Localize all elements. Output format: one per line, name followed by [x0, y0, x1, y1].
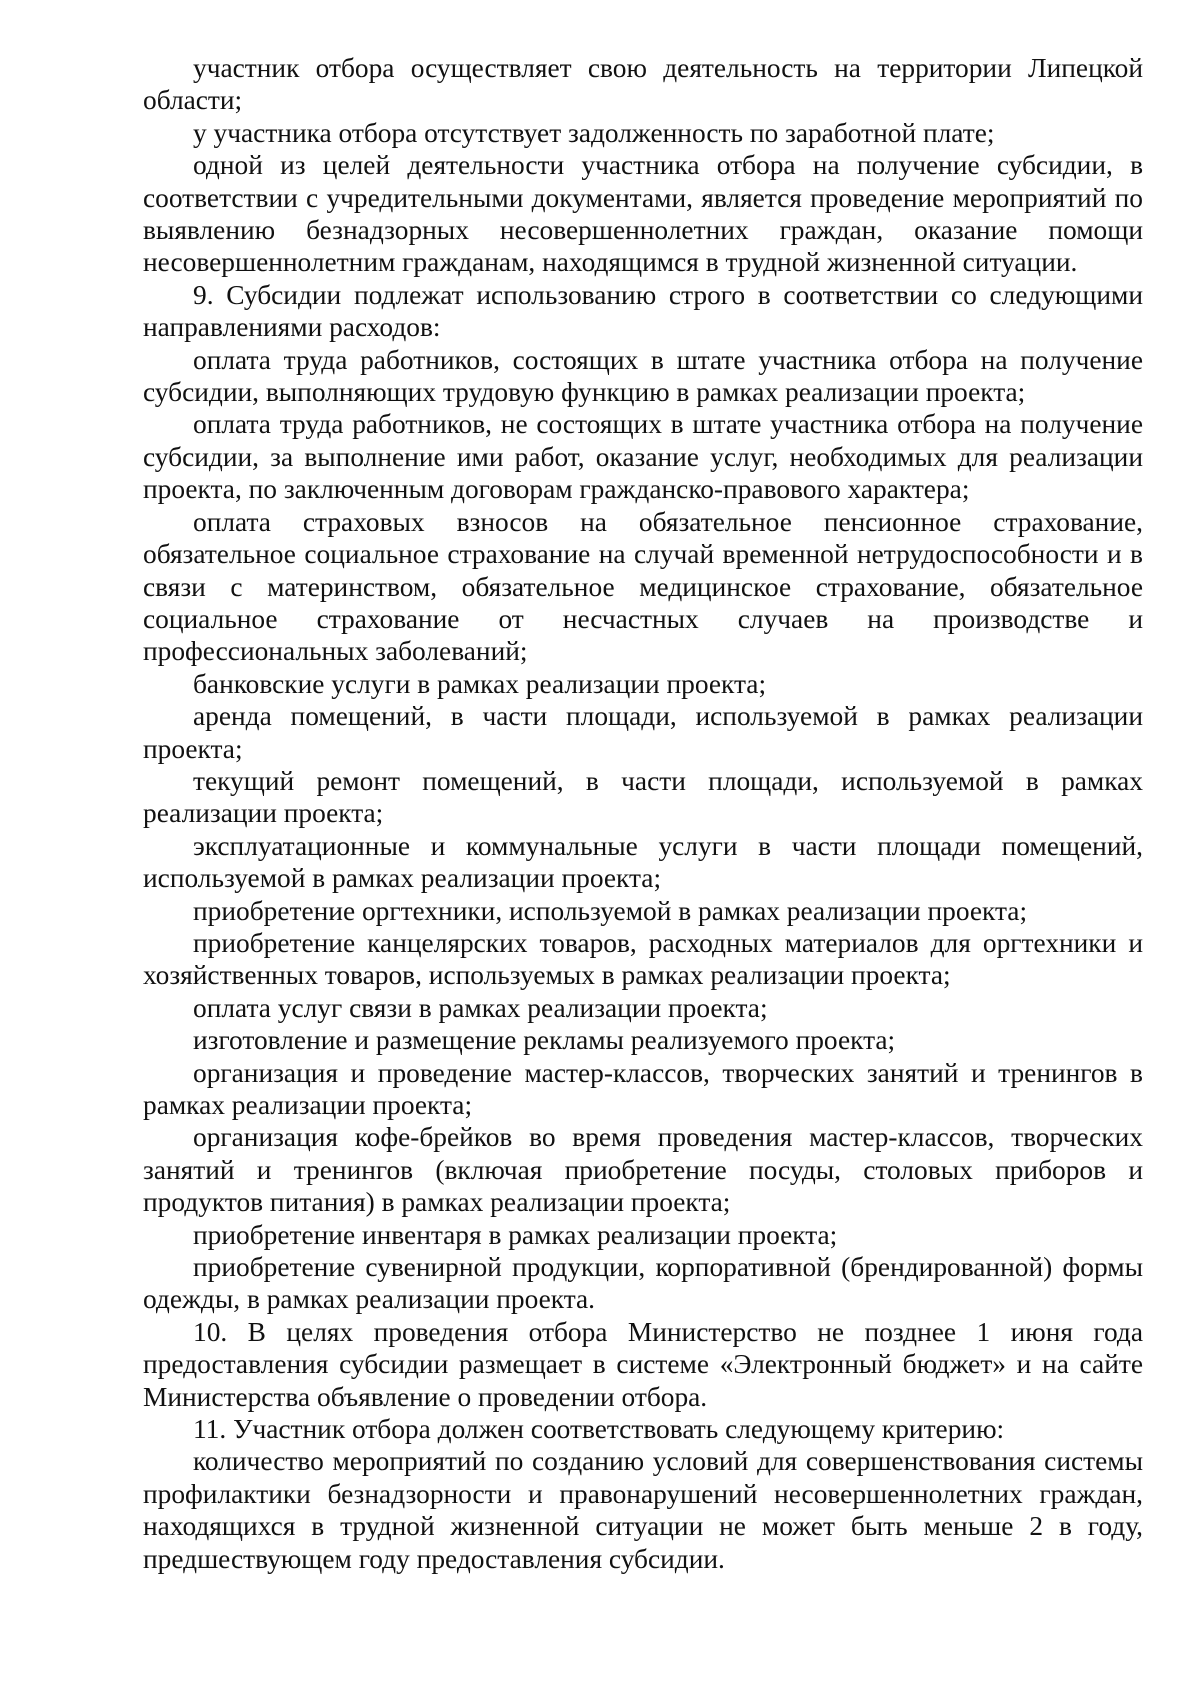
section-11-paragraph: 11. Участник отбора должен соответствовать следующему критерию:: [193, 1414, 1005, 1445]
paragraph: оплата услуг связи в рамках реализации проекта;: [193, 992, 768, 1023]
paragraph: организация и проведение мастер-классов, творческих занятий и тренингов в рамках реализации проекта;: [143, 1057, 1143, 1120]
paragraph: текущий ремонт помещений, в части площади, используемой в рамках реализации проекта;: [143, 765, 1143, 829]
paragraph: аренда помещений, в части площади, используемой в рамках реализации проекта;: [143, 701, 1143, 764]
paragraph: организация кофе-брейков во время проведения мастер-классов, творческих занятий и тренингов (включая приобретение посуды, столовых приборов и продуктов питания) в рамках реализации проекта;: [143, 1122, 1143, 1218]
paragraph: оплата страховых взносов на обязательное пенсионное страхование, обязательное социальное страхование на случай временной нетрудоспособности и в связи с материнством, обязательное медицинское страхование, обязательное социальное страхование от несчастных случаев на производстве и профессиональных заболеваний;: [143, 506, 1143, 667]
paragraph: приобретение сувенирной продукции, корпоративной (брендированной) формы одежды, в рамках реализации проекта.: [143, 1252, 1143, 1315]
paragraph: оплата труда работников, не состоящих в штате участника отбора на получение субсидии, за выполнение ими работ, оказание услуг, необходимых для реализации проекта, по заключенным договорам гражданско-правового характера;: [143, 409, 1143, 505]
paragraph: банковские услуги в рамках реализации проекта;: [193, 668, 767, 699]
paragraph: изготовление и размещение рекламы реализуемого проекта;: [193, 1025, 896, 1056]
paragraph: эксплуатационные и коммунальные услуги в части площади помещений, используемой в рамках реализации проекта;: [143, 830, 1143, 894]
paragraph: одной из целей деятельности участника отбора на получение субсидии, в соответствии с учредительными документами, является проведение мероприятий по выявлению безнадзорных несовершеннолетних граждан, оказание помощи несовершеннолетним гражданам, находящимся в трудной жизненной ситуации.: [143, 150, 1143, 278]
paragraph: приобретение инвентаря в рамках реализации проекта;: [193, 1219, 838, 1250]
paragraph: участник отбора осуществляет свою деятельность на территории Липецкой области;: [143, 53, 1143, 116]
paragraph: приобретение оргтехники, используемой в рамках реализации проекта;: [193, 895, 1028, 926]
document-page: [143, 52, 1143, 1575]
section-9-heading-paragraph: 9. Субсидии подлежат использованию строго в соответствии со следующими направлениями расходов:: [143, 279, 1143, 343]
paragraph: приобретение канцелярских товаров, расходных материалов для оргтехники и хозяйственных товаров, используемых в рамках реализации проекта;: [143, 927, 1143, 991]
paragraph: количество мероприятий по созданию условий для совершенствования системы профилактики безнадзорности и правонарушений несовершеннолетних граждан, находящихся в трудной жизненной ситуации не может быть меньше 2 в году, предшествующем году предоставления субсидии.: [143, 1446, 1143, 1574]
section-10-paragraph: 10. В целях проведения отбора Министерство не позднее 1 июня года предоставления субсидии размещает в системе «Электронный бюджет» и на сайте Министерства объявление о проведении отбора.: [143, 1316, 1143, 1412]
paragraph: у участника отбора отсутствует задолженность по заработной плате;: [193, 117, 995, 148]
paragraph: оплата труда работников, состоящих в штате участника отбора на получение субсидии, выполняющих трудовую функцию в рамках реализации проекта;: [143, 344, 1143, 408]
